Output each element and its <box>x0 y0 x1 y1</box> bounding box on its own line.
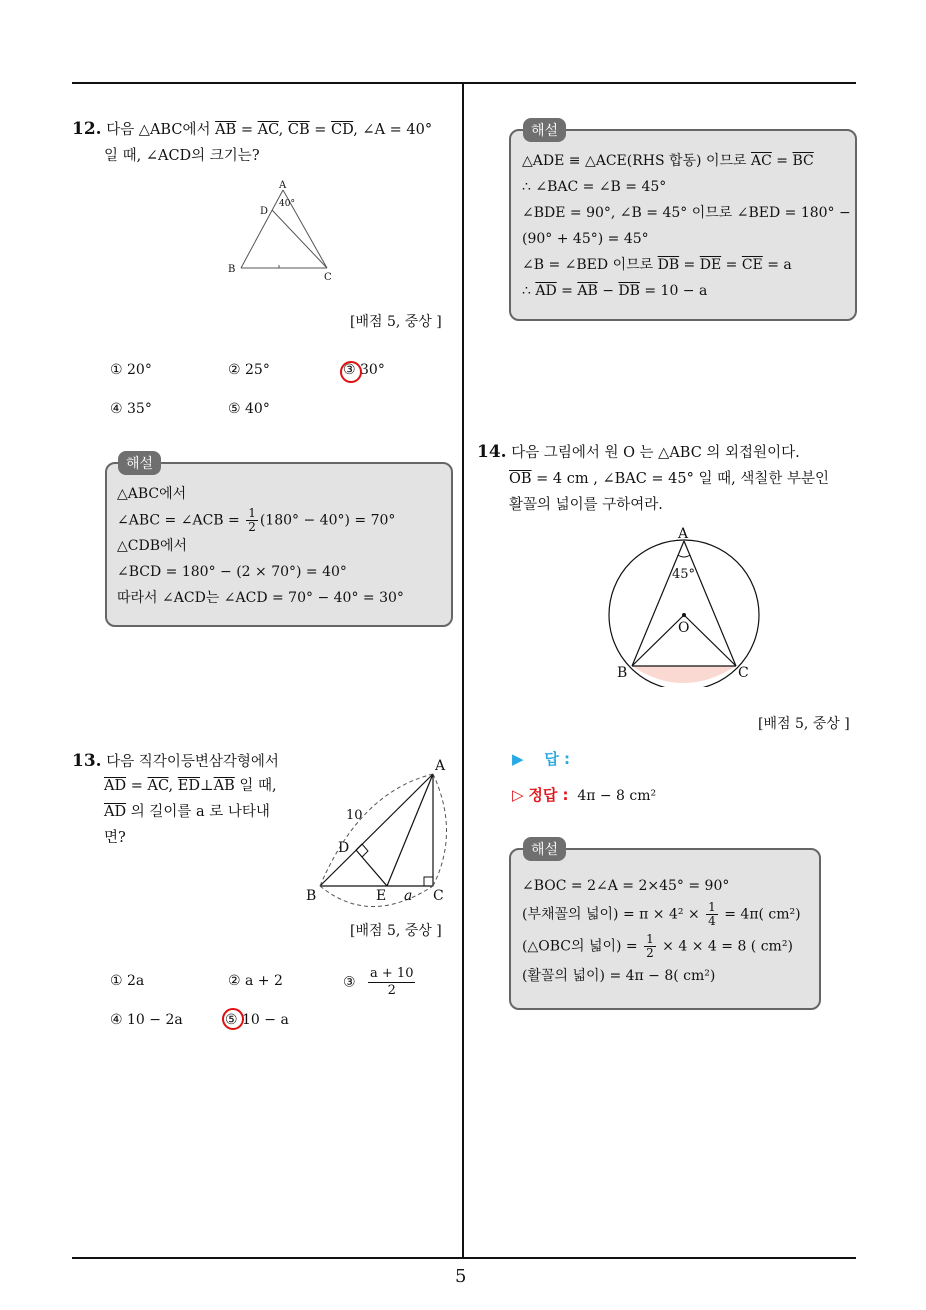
q13-sol-line6: ∴ $\overline{AD} = \overline{AB} - \overline{DB} = 10 - a$ <box>522 283 708 299</box>
q14-line2: $\overline{OB} = 4$ cm , ∠BAC = 45° 일 때, 색칠한 부분인 <box>509 471 829 487</box>
q14-label-B: B <box>617 665 628 681</box>
fraction: $\frac{a + 10}{2}$ <box>370 966 414 998</box>
q12-line1: 12. 다음 △ABC에서 $\overline{AB} = \overline{AC}$, $\overline{CB} = \overline{CD}$, ∠A = 40° <box>72 119 433 139</box>
q13-sol-line5: ∠B = ∠BED 이므로 $\overline{DB} = \overline{DE} = \overline{CE} = a$ <box>522 257 792 273</box>
q12-figure <box>220 176 350 286</box>
top-rule <box>72 82 856 84</box>
correct-value: 4π − 8 cm² <box>577 788 657 804</box>
outline-play-icon: ▷ <box>512 786 524 804</box>
q12-line2: 일 때, ∠ACD의 크기는? <box>104 148 260 164</box>
q13-line3: $\overline{AD}$ 의 길이를 a 로 나타내 <box>104 804 270 820</box>
q13-answer-mark <box>222 1008 244 1030</box>
q14-sol-line3: (△OBC의 넓이) = $\frac{1}{2}$ × 4 × 4 = 8 ( cm²) <box>522 932 793 960</box>
q13-sol-line1: △ADE ≡ △ACE(RHS 합동) 이므로 $\overline{AC} = \overline{BC}$ <box>522 153 814 169</box>
q13-label-C: C <box>433 888 444 904</box>
question-number: 13. <box>72 751 102 771</box>
q13-line4: 면? <box>104 830 126 846</box>
q12-choice-3[interactable]: ③ 30° <box>343 362 385 378</box>
q14-sol-line1: ∠BOC = 2∠A = 2×45° = 90° <box>522 878 730 894</box>
q13-choice-5[interactable]: ⑤ 10 − a <box>225 1012 289 1028</box>
column-divider <box>462 82 464 1258</box>
q12-sol-line5: 따라서 ∠ACD는 ∠ACD = 70° − 40° = 30° <box>117 590 404 606</box>
q13-choice-4[interactable]: ④ 10 − 2a <box>110 1012 183 1028</box>
bottom-rule <box>72 1257 856 1259</box>
question-number: 14. <box>477 442 507 462</box>
q13-solution-tag: 해설 <box>523 118 566 142</box>
fraction: $\frac{1}{2}$ <box>646 932 654 960</box>
q12-choice-5[interactable]: ⑤ 40° <box>228 401 270 417</box>
q12-score: [배점 5, 중상 ] <box>350 314 442 330</box>
q12-sol-line3: △CDB에서 <box>117 538 188 554</box>
q13-label-a: a <box>404 888 413 904</box>
q13-figure <box>300 752 465 922</box>
q13-label-B: B <box>306 888 317 904</box>
q14-sol-line4: (활꼴의 넓이) = 4π − 8( cm²) <box>522 968 716 984</box>
q13-sol-line2: ∴ ∠BAC = ∠B = 45° <box>522 179 667 195</box>
q13-label-A: A <box>435 758 446 774</box>
page-number: 5 <box>455 1266 467 1287</box>
q14-figure <box>600 522 770 687</box>
correct-label: 정답 : <box>528 786 569 804</box>
q13-line1: 13. 다음 직각이등변삼각형에서 <box>72 751 279 771</box>
q12-label-A: A <box>279 180 287 191</box>
q14-sol-line2: (부채꼴의 넓이) = π × 4² × $\frac{1}{4}$ = 4π( cm²) <box>522 900 801 928</box>
q14-label-O: O <box>678 620 690 636</box>
q13-sol-line3: ∠BDE = 90°, ∠B = 45° 이므로 ∠BED = 180° − <box>522 205 851 221</box>
q12-label-B: B <box>228 264 236 275</box>
q12-choice-2[interactable]: ② 25° <box>228 362 270 378</box>
q13-label-D: D <box>338 840 350 856</box>
q14-answer-row <box>512 748 570 769</box>
q14-correct-row <box>512 784 656 805</box>
q13-label-10: 10 <box>346 808 363 823</box>
q12-choice-4[interactable]: ④ 35° <box>110 401 152 417</box>
q12-label-C: C <box>324 272 332 283</box>
q12-choice-1[interactable]: ① 20° <box>110 362 152 378</box>
fraction: $\frac{1}{2}$ <box>248 506 256 534</box>
q12-solution-tag: 해설 <box>118 451 161 475</box>
q13-line2: $\overline{AD} = \overline{AC}$, $\overline{ED}\perp\overline{AB}$ 일 때, <box>104 778 277 794</box>
q12-sol-line4: ∠BCD = 180° − (2 × 70°) = 40° <box>117 564 347 580</box>
q14-line3: 활꼴의 넓이를 구하여라. <box>509 497 663 513</box>
q13-sol-line4: (90° + 45°) = 45° <box>522 231 649 247</box>
q14-label-A: A <box>678 526 689 542</box>
q14-score: [배점 5, 중상 ] <box>758 716 850 732</box>
q14-label-C: C <box>738 665 749 681</box>
q12-sol-line1: △ABC에서 <box>117 486 187 502</box>
q12-answer-mark <box>340 361 362 383</box>
question-number: 12. <box>72 119 102 139</box>
q13-label-E: E <box>376 888 387 904</box>
q14-label-angle: 45° <box>672 567 696 582</box>
fraction: $\frac{1}{4}$ <box>708 900 716 928</box>
answer-label: 답 : <box>544 750 571 768</box>
q14-line1: 14. 다음 그림에서 원 O 는 △ABC 의 외접원이다. <box>477 442 800 462</box>
q12-label-D: D <box>260 206 269 217</box>
q13-choice-1[interactable]: ① 2a <box>110 973 145 989</box>
q14-solution-tag: 해설 <box>523 837 566 861</box>
q13-choice-2[interactable]: ② a + 2 <box>228 973 283 989</box>
q12-sol-line2: ∠ABC = ∠ACB = $\frac{1}{2}$ (180° − 40°) = 70° <box>117 506 396 534</box>
play-icon: ▶ <box>512 750 524 768</box>
q13-score: [배점 5, 중상 ] <box>350 923 442 939</box>
q12-label-angle: 40° <box>279 199 295 209</box>
q13-choice-3[interactable]: ③ $\frac{a + 10}{2}$ <box>343 966 414 998</box>
